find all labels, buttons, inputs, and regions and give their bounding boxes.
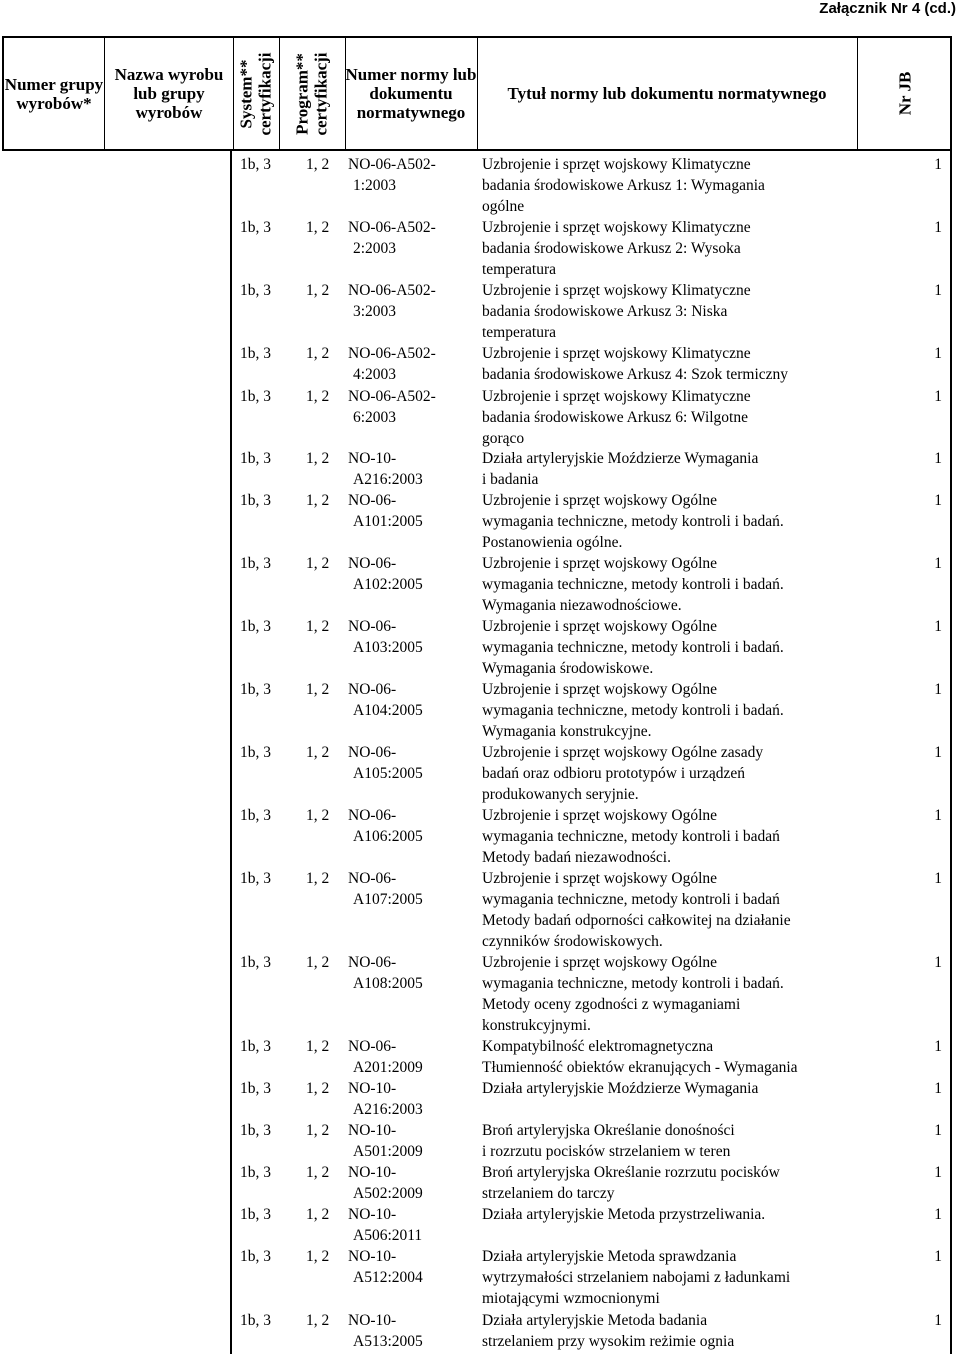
standard-title-cell [482,742,922,805]
jb-cell: 1 [934,156,942,173]
group-cell: 1b, 3 [240,282,271,299]
title-line: Uzbrojenie i sprzęt wojskowy Klimatyczne [482,156,751,173]
standard-number-cell [348,679,466,721]
standard-number-line2: 6:2003 [353,409,397,426]
title-line: Uzbrojenie i sprzęt wojskowy Klimatyczne [482,282,751,299]
title-line: Wymagania środowiskowe. [482,660,654,677]
standard-number-line1: NO-06- [348,1038,397,1055]
standard-number-line1: NO-10- [348,1248,397,1265]
title-line: i rozrzutu pocisków strzelaniem w teren [482,1143,731,1160]
standard-title-cell [482,868,922,952]
standard-number-line1: NO-06-A502- [348,345,436,362]
standard-number-cell [348,952,466,994]
title-line: Uzbrojenie i sprzęt wojskowy Ogólne [482,807,718,824]
standard-number-line1: NO-06-A502- [348,282,436,299]
title-line: Uzbrojenie i sprzęt wojskowy Ogólne [482,954,718,971]
title-line: produkowanych seryjnie. [482,786,639,803]
standard-number-line2: A216:2003 [353,471,423,488]
standard-number-cell [348,217,466,259]
standard-number-cell [348,343,466,385]
jb-cell: 1 [934,1312,942,1329]
group-cell: 1b, 3 [240,492,271,509]
standard-title-cell [482,386,922,449]
standard-number-cell [348,1204,466,1246]
standard-number-cell [348,490,466,532]
title-line: badania środowiskowe Arkusz 2: Wysoka [482,240,741,257]
standard-number-line2: A512:2004 [353,1269,423,1286]
header-jb-text: Nr JB [894,71,914,116]
title-line: Uzbrojenie i sprzęt wojskowy Ogólne [482,492,718,509]
jb-cell: 1 [934,1206,942,1223]
standard-number-cell [348,1310,466,1352]
jb-cell: 1 [934,807,942,824]
standard-number-line1: NO-10- [348,1164,397,1181]
standard-number-line2: A102:2005 [353,576,423,593]
title-line: Uzbrojenie i sprzęt wojskowy Ogólne [482,618,718,635]
standard-number-cell [348,553,466,595]
title-line: wytrzymałości strzelaniem nabojami z ładunkami [482,1269,791,1286]
header-jb [857,38,952,149]
program-cell: 1, 2 [306,618,330,635]
program-cell: 1, 2 [306,807,330,824]
jb-cell: 1 [934,555,942,572]
standard-title-cell [482,1036,922,1078]
standard-number-cell [348,1036,466,1078]
annex-label: Załącznik Nr 4 (cd.) [819,0,956,17]
standard-number-cell [348,1120,466,1162]
group-cell: 1b, 3 [240,618,271,635]
group-cell: 1b, 3 [240,1248,271,1265]
title-line: miotającymi wzmocnionymi [482,1290,660,1307]
program-cell: 1, 2 [306,450,330,467]
jb-cell: 1 [934,744,942,761]
standard-number-line2: A101:2005 [353,513,423,530]
title-line: Wymagania konstrukcyjne. [482,723,652,740]
title-line: Wymagania niezawodnościowe. [482,597,682,614]
standard-title-cell [482,553,922,616]
group-cell: 1b, 3 [240,388,271,405]
group-cell: 1b, 3 [240,1206,271,1223]
standard-number-line1: NO-06- [348,555,397,572]
standard-number-line2: A105:2005 [353,765,423,782]
standard-number-line2: A201:2009 [353,1059,423,1076]
jb-cell: 1 [934,1122,942,1139]
standard-number-line2: A104:2005 [353,702,423,719]
standard-number-line2: A106:2005 [353,828,423,845]
title-line: wymagania techniczne, metody kontroli i badań. [482,639,784,656]
standard-number-cell [348,1078,466,1120]
standard-number-line1: NO-10- [348,1206,397,1223]
standard-title-cell [482,490,922,553]
title-line: Działa artyleryjskie Metoda sprawdzania [482,1248,737,1265]
standard-number-line1: NO-06-A502- [348,219,436,236]
title-line: temperatura [482,261,557,278]
group-cell: 1b, 3 [240,744,271,761]
title-line: Uzbrojenie i sprzęt wojskowy Ogólne zasady [482,744,764,761]
jb-cell: 1 [934,681,942,698]
program-cell: 1, 2 [306,1038,330,1055]
program-cell: 1, 2 [306,555,330,572]
program-cell: 1, 2 [306,1312,330,1329]
standard-title-cell [482,616,922,679]
standard-title-cell [482,154,922,217]
title-line: Broń artyleryjska Określanie rozrzutu pocisków [482,1164,780,1181]
title-line: badania środowiskowe Arkusz 4: Szok termiczny [482,366,789,383]
standard-number-cell [348,386,466,428]
header-product-name: Nazwa wyrobu lub grupy wyrobów [114,65,224,122]
header-standard-number: Numer normy lub dokumentu normatywnego [345,65,477,122]
title-line: Uzbrojenie i sprzęt wojskowy Klimatyczne [482,345,751,362]
header-standard-title: Tytuł normy lub dokumentu normatywnego [507,84,827,103]
table-body [230,151,952,1354]
standard-number-line2: A513:2005 [353,1333,423,1350]
title-line: ogólne [482,198,525,215]
standard-number-line2: A108:2005 [353,975,423,992]
standard-number-cell [348,154,466,196]
group-cell: 1b, 3 [240,1038,271,1055]
standard-number-line1: NO-06- [348,618,397,635]
group-cell: 1b, 3 [240,807,271,824]
title-line: Uzbrojenie i sprzęt wojskowy Ogólne [482,870,718,887]
standard-title-cell [482,217,922,280]
jb-cell: 1 [934,219,942,236]
standard-number-line1: NO-06- [348,744,397,761]
title-line: badania środowiskowe Arkusz 3: Niska [482,303,728,320]
group-cell: 1b, 3 [240,450,271,467]
program-cell: 1, 2 [306,156,330,173]
header-system [233,38,279,149]
standard-number-line1: NO-10- [348,1122,397,1139]
title-line: Broń artyleryjska Określanie donośności [482,1122,735,1139]
title-line: wymagania techniczne, metody kontroli i badań [482,891,780,908]
title-line: Metody badań odporności całkowitej na działanie [482,912,791,929]
title-line: wymagania techniczne, metody kontroli i badań. [482,975,784,992]
group-cell: 1b, 3 [240,1312,271,1329]
title-line: konstrukcyjnymi. [482,1017,591,1034]
title-line: Działa artyleryjskie Moździerze Wymagania [482,1080,759,1097]
group-cell: 1b, 3 [240,870,271,887]
program-cell: 1, 2 [306,681,330,698]
header-group-number: Numer grupy wyrobów* [4,74,104,113]
standard-number-cell [348,1246,466,1288]
title-line: Działa artyleryjskie Metoda badania [482,1312,708,1329]
standard-title-cell [482,343,922,385]
title-line: temperatura [482,324,557,341]
title-line: Działa artyleryjskie Moździerze Wymagania [482,450,759,467]
group-cell: 1b, 3 [240,555,271,572]
title-line: Metody oceny zgodności z wymaganiami [482,996,741,1013]
program-cell: 1, 2 [306,388,330,405]
title-line: badań oraz odbioru prototypów i urządzeń [482,765,745,782]
jb-cell: 1 [934,1080,942,1097]
standard-number-line1: NO-06- [348,681,397,698]
standard-number-cell [348,448,466,490]
standard-title-cell [482,805,922,868]
program-cell: 1, 2 [306,219,330,236]
title-line: Metody badań niezawodności. [482,849,671,866]
standard-title-cell [482,1078,922,1099]
standard-number-cell [348,805,466,847]
program-cell: 1, 2 [306,1206,330,1223]
jb-cell: 1 [934,870,942,887]
standard-title-cell [482,448,922,490]
standard-number-line2: 2:2003 [353,240,397,257]
jb-cell: 1 [934,282,942,299]
program-cell: 1, 2 [306,744,330,761]
standard-number-cell [348,280,466,322]
standard-number-line2: 1:2003 [353,177,397,194]
program-cell: 1, 2 [306,1248,330,1265]
standard-title-cell [482,679,922,742]
jb-cell: 1 [934,1248,942,1265]
group-cell: 1b, 3 [240,1080,271,1097]
header-program [279,38,345,149]
program-cell: 1, 2 [306,954,330,971]
standard-title-cell [482,1246,922,1309]
standard-number-line1: NO-06- [348,954,397,971]
jb-cell: 1 [934,388,942,405]
program-cell: 1, 2 [306,345,330,362]
standard-number-cell [348,868,466,910]
title-line: Uzbrojenie i sprzęt wojskowy Ogólne [482,681,718,698]
title-line: Uzbrojenie i sprzęt wojskowy Klimatyczne [482,219,751,236]
standard-number-line1: NO-06- [348,807,397,824]
title-line: czynników środowiskowych. [482,933,663,950]
jb-cell: 1 [934,1164,942,1181]
program-cell: 1, 2 [306,282,330,299]
group-cell: 1b, 3 [240,954,271,971]
standard-title-cell [482,1204,922,1225]
jb-cell: 1 [934,1038,942,1055]
title-line: gorąco [482,430,525,447]
program-cell: 1, 2 [306,1080,330,1097]
group-cell: 1b, 3 [240,156,271,173]
header-system-text: System** certyfikacji [237,51,275,136]
program-cell: 1, 2 [306,870,330,887]
title-line: Kompatybilność elektromagnetyczna [482,1038,714,1055]
title-line: wymagania techniczne, metody kontroli i badań. [482,513,784,530]
title-line: badania środowiskowe Arkusz 1: Wymagania [482,177,765,194]
standard-number-line1: NO-10- [348,450,397,467]
jb-cell: 1 [934,492,942,509]
standard-number-line1: NO-06-A502- [348,388,436,405]
jb-cell: 1 [934,618,942,635]
program-cell: 1, 2 [306,492,330,509]
standard-number-line1: NO-06- [348,870,397,887]
standard-number-line2: 3:2003 [353,303,397,320]
jb-cell: 1 [934,954,942,971]
group-cell: 1b, 3 [240,1122,271,1139]
group-cell: 1b, 3 [240,681,271,698]
group-cell: 1b, 3 [240,219,271,236]
standard-number-cell [348,1162,466,1204]
title-line: Działa artyleryjskie Metoda przystrzeliwania. [482,1206,766,1223]
standard-number-line2: A216:2003 [353,1101,423,1118]
header-program-text: Program** certyfikacji [293,51,331,136]
title-line: strzelaniem przy wysokim reżimie ognia [482,1333,735,1350]
standard-number-line1: NO-10- [348,1080,397,1097]
title-line: badania środowiskowe Arkusz 6: Wilgotne [482,409,748,426]
jb-cell: 1 [934,450,942,467]
standard-number-line2: A107:2005 [353,891,423,908]
title-line: Tłumienność obiektów ekranujących - Wymagania [482,1059,798,1076]
title-line: strzelaniem do tarczy [482,1185,615,1202]
title-line: i badania [482,471,539,488]
standard-number-line2: A501:2009 [353,1143,423,1160]
jb-cell: 1 [934,345,942,362]
standard-title-cell [482,1120,922,1162]
standard-number-line2: A103:2005 [353,639,423,656]
program-cell: 1, 2 [306,1164,330,1181]
program-cell: 1, 2 [306,1122,330,1139]
standard-number-line1: NO-10- [348,1312,397,1329]
title-line: wymagania techniczne, metody kontroli i badań [482,828,780,845]
standard-number-line1: NO-06-A502- [348,156,436,173]
title-line: Uzbrojenie i sprzęt wojskowy Ogólne [482,555,718,572]
standard-title-cell [482,1310,922,1352]
standard-number-line2: 4:2003 [353,366,397,383]
group-cell: 1b, 3 [240,345,271,362]
standard-number-cell [348,616,466,658]
title-line: Uzbrojenie i sprzęt wojskowy Klimatyczne [482,388,751,405]
title-line: wymagania techniczne, metody kontroli i badań. [482,576,784,593]
standard-number-line1: NO-06- [348,492,397,509]
standard-number-line2: A502:2009 [353,1185,423,1202]
table-header [2,36,952,151]
standard-title-cell [482,280,922,343]
standard-number-line2: A506:2011 [353,1227,423,1244]
group-cell: 1b, 3 [240,1164,271,1181]
standard-title-cell [482,1162,922,1204]
title-line: wymagania techniczne, metody kontroli i badań. [482,702,784,719]
standard-title-cell [482,952,922,1036]
standard-number-cell [348,742,466,784]
title-line: Postanowienia ogólne. [482,534,623,551]
